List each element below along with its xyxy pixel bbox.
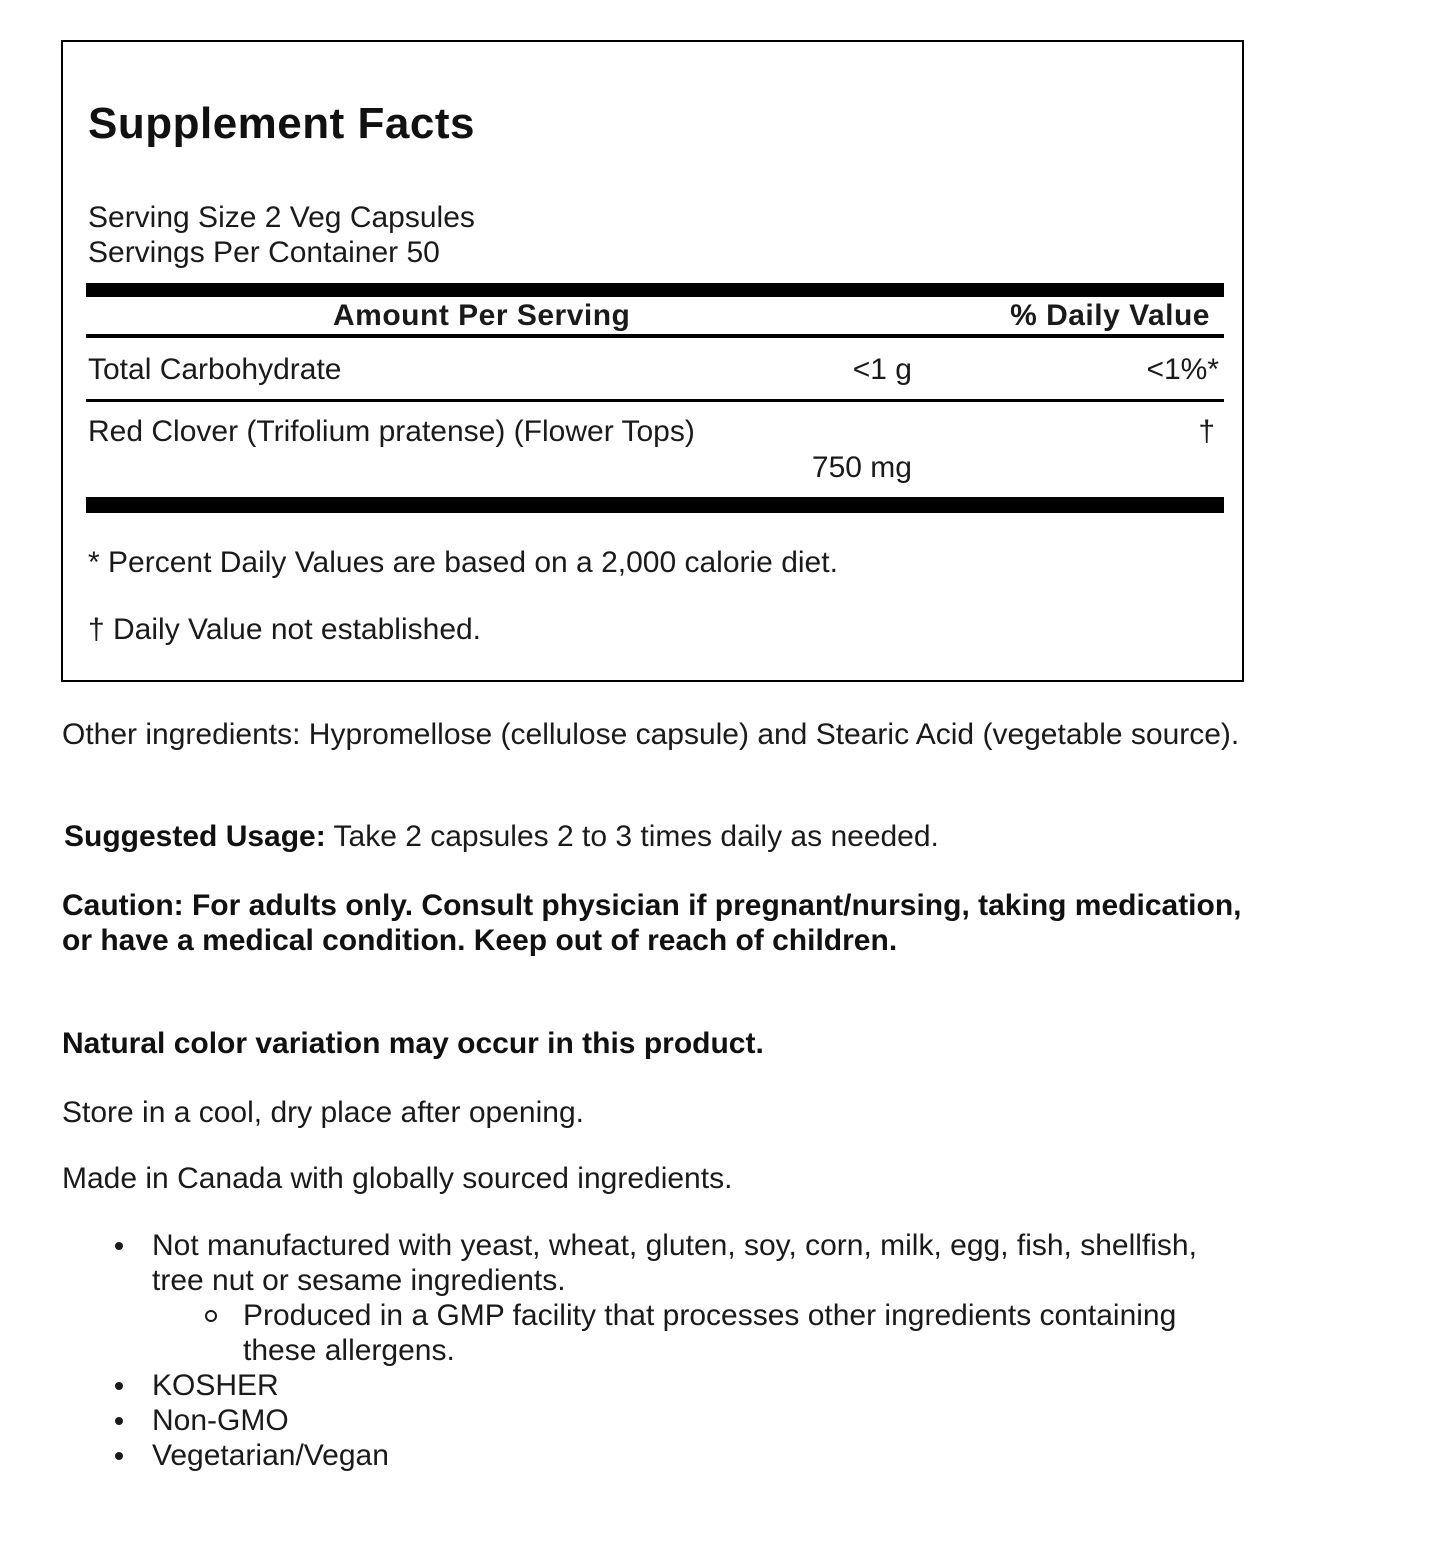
header-divider xyxy=(86,334,1224,338)
bullet-icon xyxy=(115,1417,123,1425)
servings-per-container: Servings Per Container 50 xyxy=(88,236,440,269)
footnote-dagger: † Daily Value not established. xyxy=(88,613,482,646)
footnote-percent-daily: * Percent Daily Values are based on a 2,000 calorie diet. xyxy=(88,546,838,579)
nutrient-name: Total Carbohydrate xyxy=(88,353,342,386)
suggested-usage xyxy=(64,819,1254,854)
serving-size: Serving Size 2 Veg Capsules xyxy=(88,201,475,234)
non-gmo-label: Non-GMO xyxy=(152,1404,289,1437)
nutrient-name: Red Clover (Trifolium pratense) (Flower Tops) xyxy=(88,415,695,448)
nutrient-daily-value: † xyxy=(1198,415,1215,448)
storage-instructions: Store in a cool, dry place after opening. xyxy=(62,1096,584,1129)
list-item xyxy=(152,1403,1252,1438)
thick-divider-top xyxy=(86,283,1224,297)
circle-bullet-icon xyxy=(205,1310,217,1322)
list-item xyxy=(152,1368,1252,1403)
other-ingredients: Other ingredients: Hypromellose (cellulose capsule) and Stearic Acid (vegetable source). xyxy=(62,718,1240,751)
origin-statement: Made in Canada with globally sourced ingredients. xyxy=(62,1162,733,1195)
bullet-icon xyxy=(115,1242,123,1250)
feature-list xyxy=(152,1228,1252,1473)
natural-color-note: Natural color variation may occur in this product. xyxy=(62,1027,764,1060)
caution-warning: Caution: For adults only. Consult physician if pregnant/nursing, taking medication, or have a medical condition. Keep out of reach of children. xyxy=(62,889,1242,957)
list-item xyxy=(152,1228,1252,1368)
supplement-facts-panel xyxy=(61,40,1244,682)
suggested-usage-text: Take 2 capsules 2 to 3 times daily as needed. xyxy=(325,820,939,853)
kosher-label: KOSHER xyxy=(152,1369,279,1402)
vegetarian-label: Vegetarian/Vegan xyxy=(152,1439,389,1472)
nutrient-daily-value: <1%* xyxy=(1146,353,1219,386)
header-amount-per-serving: Amount Per Serving xyxy=(333,299,631,332)
nutrient-amount: 750 mg xyxy=(811,451,912,484)
bullet-icon xyxy=(115,1382,123,1390)
suggested-usage-label: Suggested Usage: xyxy=(64,820,326,853)
list-item xyxy=(152,1438,1252,1473)
row-divider xyxy=(86,399,1224,402)
sub-list-item xyxy=(243,1298,1223,1368)
nutrient-amount: <1 g xyxy=(852,353,912,386)
header-daily-value: % Daily Value xyxy=(1010,299,1210,332)
thick-divider-bottom xyxy=(86,497,1224,513)
allergen-statement: Not manufactured with yeast, wheat, gluten, soy, corn, milk, egg, fish, shellfish, tree nut or sesame ingredients. xyxy=(152,1229,1197,1297)
gmp-facility-statement: Produced in a GMP facility that processes other ingredients containing these allergens. xyxy=(243,1299,1177,1367)
facts-title: Supplement Facts xyxy=(88,99,475,148)
bullet-icon xyxy=(115,1452,123,1460)
